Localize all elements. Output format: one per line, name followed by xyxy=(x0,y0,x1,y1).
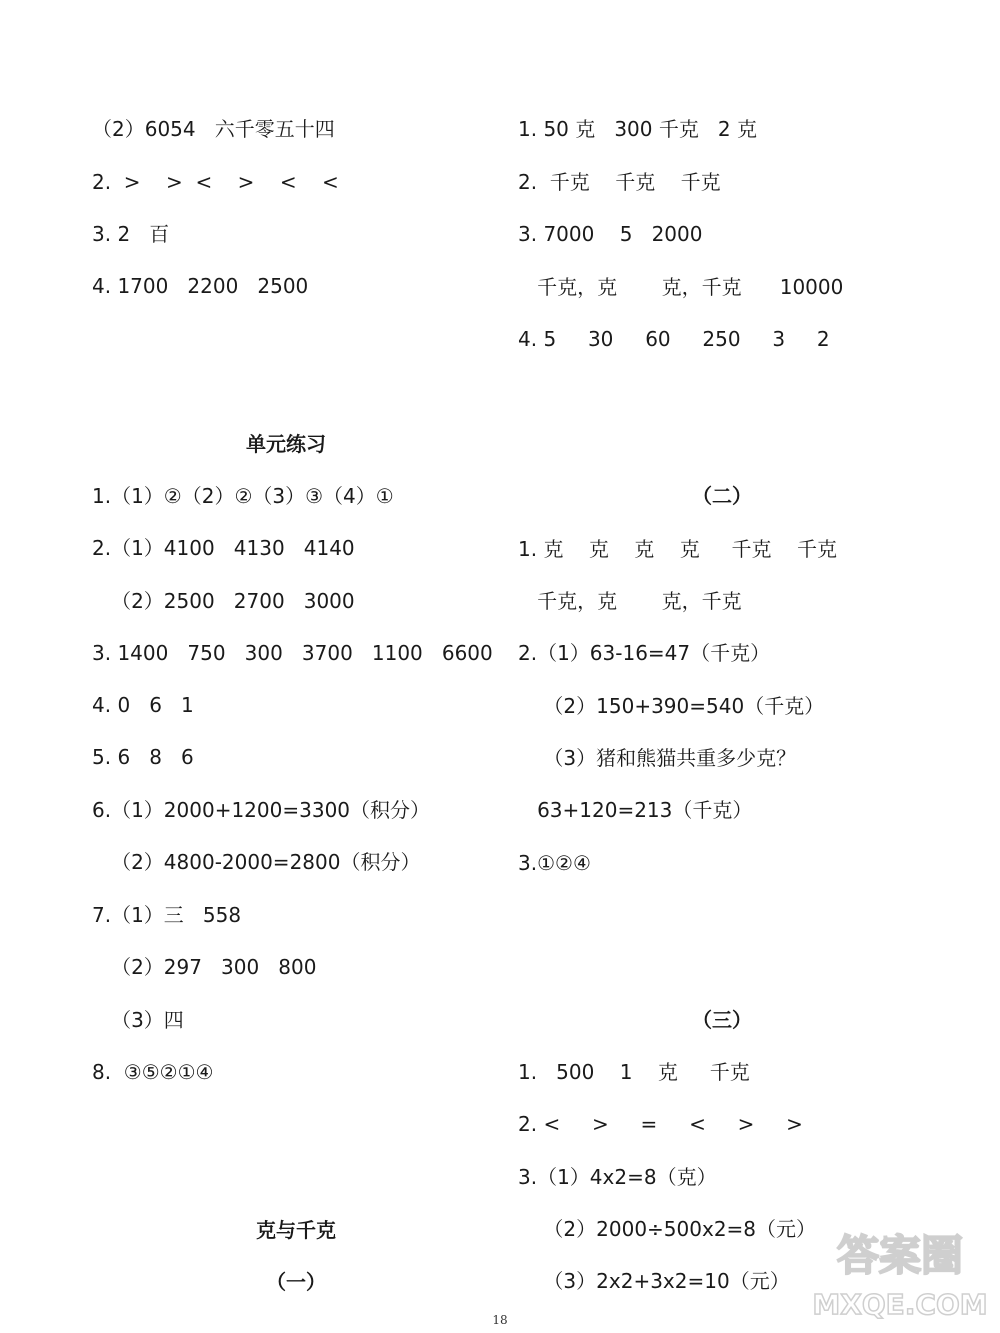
answer-line: 3. 7000 5 2000 xyxy=(518,222,703,246)
answer-line: （3）猪和熊猫共重多少克？ xyxy=(518,746,797,770)
answer-line: 3.（1）4x2=8（克） xyxy=(518,1165,717,1189)
answer-line: 2.（1）4100 4130 4140 xyxy=(92,536,355,560)
answer-line: （3）2x2+3x2=10（元） xyxy=(518,1269,790,1293)
answer-line: 4. 1700 2200 2500 xyxy=(92,274,309,298)
answer-line: 5. 6 8 6 xyxy=(92,745,194,769)
answer-line: 6.（1）2000+1200=3300（积分） xyxy=(92,798,431,822)
answer-line: 7.（1）三 558 xyxy=(92,903,242,927)
answer-line: （2）4800-2000=2800（积分） xyxy=(92,850,421,874)
answer-line: 2. < > = < > > xyxy=(518,1112,803,1136)
answer-line: 2.（1）63-16=47（千克） xyxy=(518,641,771,665)
answer-line: （2）2000÷500x2=8（元） xyxy=(518,1217,817,1241)
page-number: 18 xyxy=(492,1313,508,1327)
answer-line: （2）6054 六千零五十四 xyxy=(92,117,335,141)
answer-line: 4. 5 30 60 250 3 2 xyxy=(518,327,830,351)
answer-line: 4. 0 6 1 xyxy=(92,693,194,717)
answer-line: 63+120=213（千克） xyxy=(518,798,753,822)
answer-line: 8. ③⑤②①④ xyxy=(92,1060,214,1084)
watermark-url: MXQE.COM xyxy=(812,1288,988,1321)
section-title-two: （二） xyxy=(692,484,752,508)
watermark-text: 答案圈 xyxy=(836,1231,964,1280)
answer-line: （2）150+390=540（千克） xyxy=(518,694,825,718)
answer-line: 2. > > < > < < xyxy=(92,170,339,194)
answer-line: （3）四 xyxy=(92,1008,184,1032)
answer-line: （2）2500 2700 3000 xyxy=(92,589,355,613)
answer-line: 1. 50 克 300 千克 2 克 xyxy=(518,117,758,141)
answer-line: 1.（1）②（2）②（3）③（4）① xyxy=(92,484,394,508)
watermark-logo xyxy=(810,1218,990,1328)
section-subtitle-one: （一） xyxy=(266,1270,326,1294)
answer-line: 1. 克 克 克 克 千克 千克 xyxy=(518,537,837,561)
section-title-unit-practice: 单元练习 xyxy=(246,432,326,456)
answer-line: 千克，克 克，千克 xyxy=(518,589,742,613)
answer-line: （2）297 300 800 xyxy=(92,955,317,979)
answer-line: 3.①②④ xyxy=(518,851,591,875)
answer-line: 2. 千克 千克 千克 xyxy=(518,170,721,194)
answer-line: 3. 1400 750 300 3700 1100 6600 xyxy=(92,641,493,665)
section-title-three: （三） xyxy=(692,1008,752,1032)
section-title-gram-kilogram: 克与千克 xyxy=(256,1218,336,1242)
answer-line: 千克，克 克，千克 10000 xyxy=(518,275,844,299)
answer-line: 3. 2 百 xyxy=(92,222,170,246)
answer-line: 1. 500 1 克 千克 xyxy=(518,1060,750,1084)
